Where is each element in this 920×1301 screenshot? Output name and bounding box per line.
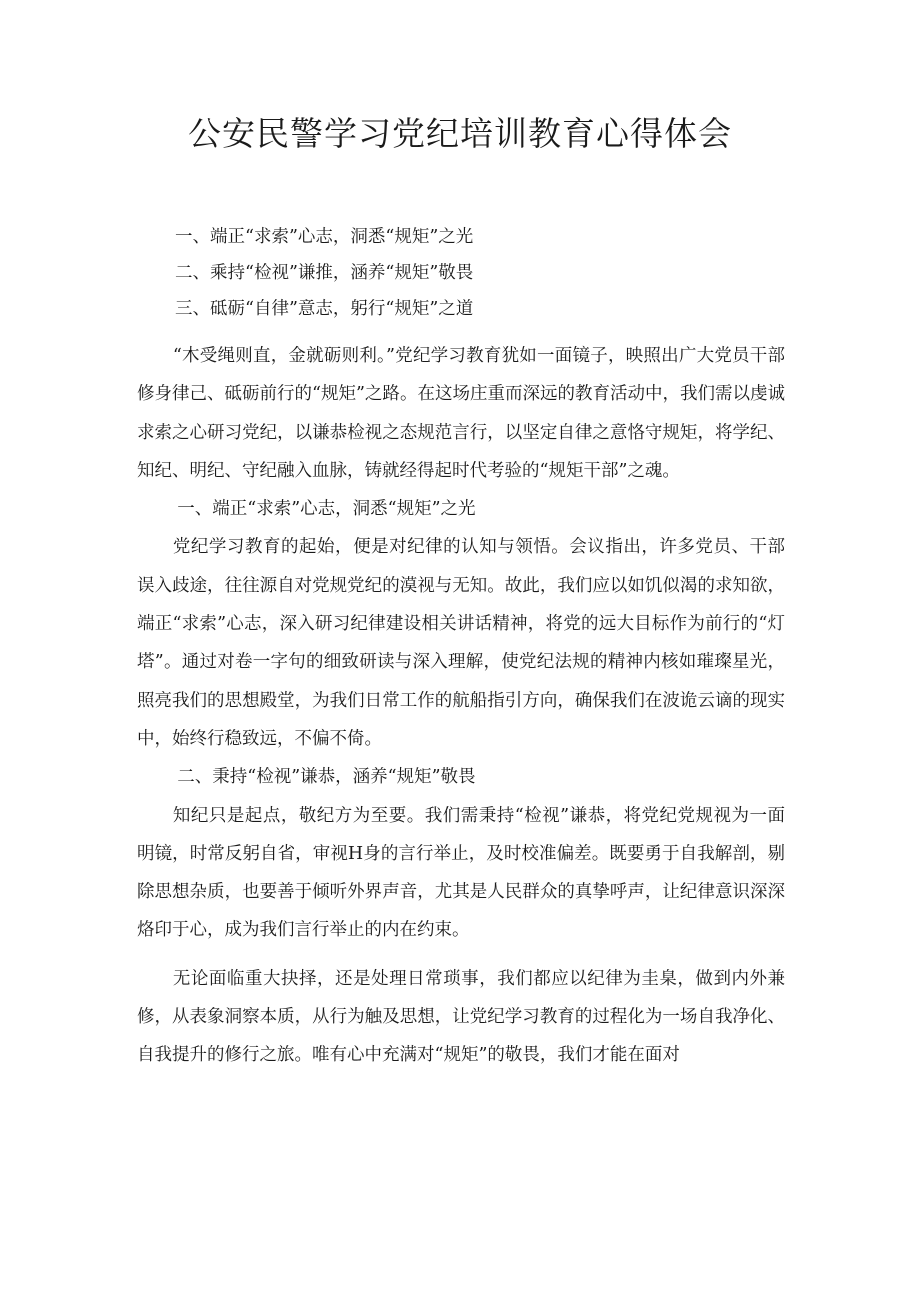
outline-item-1: 一、端正“求索”心志，洞悉“规矩”之光 bbox=[175, 227, 474, 247]
section-1-paragraph: 党纪学习教育的起始，便是对纪律的认知与领悟。会议指出，许多党员、干部误入歧途，往往源自对党规党纪的漠视与无知。故此，我们应以如饥似渴的求知欲，端正“求索”心志，深入研习纪律建设相关讲话精神，将党的远大目标作为前行的“灯塔”。通过对卷一字句的细致研读与深入理解，使党纪法规的精神内核如璀璨星光，照亮我们的思想殿堂，为我们日常工作的航船指引方向，确保我们在波诡云谪的现实中，始终行稳致远，不偏不倚。 bbox=[137, 537, 785, 749]
outline-item-2: 二、乘持“检视”谦推，涵养“规矩”敬畏 bbox=[175, 263, 474, 283]
outline-item-3: 三、砥砺“自律”意志，躬行“规矩”之道 bbox=[175, 299, 474, 319]
section-2-heading: 二、秉持“检视”谦恭，涵养“规矩”敬畏 bbox=[177, 767, 476, 788]
section-1-heading: 一、端正“求索”心志，洞悉“规矩”之光 bbox=[177, 499, 476, 520]
document-title: 公安民警学习党纪培训教育心得体会 bbox=[188, 114, 732, 153]
intro-paragraph: “木受绳则直，金就砺则利。”党纪学习教育犹如一面镜子，映照出广大党员干部修身律己、砥砺前行的“规矩”之路。在这场庄重而深远的教育活动中，我们需以虔诚求索之心研习党纪，以谦恭检视之态规范言行，以坚定自律之意恪守规矩，将学纪、知纪、明纪、守纪融入血脉，铸就经得起时代考验的“规矩干部”之魂。 bbox=[137, 346, 785, 481]
outline-list bbox=[175, 224, 473, 332]
document-body bbox=[137, 337, 785, 1075]
section-2-paragraph-2: 无论面临重大抉择，还是处理日常琐事，我们都应以纪律为圭臬，做到内外兼修，从表象洞察本质，从行为触及思想，让党纪学习教育的过程化为一场自我净化、自我提升的修行之旅。唯有心中充满对“规矩”的敬畏，我们才能在面对 bbox=[137, 968, 785, 1066]
section-2-paragraph: 知纪只是起点，敬纪方为至要。我们需秉持“检视”谦恭，将党纪党规视为一面明镜，时常反躬自省，审视H身的言行举止，及时校准偏差。既要勇于自我解剖，剔除思想杂质，也要善于倾听外界声音，尤其是人民群众的真挚呼声，让纪律意识深深烙印于心，成为我们言行举止的内在约束。 bbox=[137, 805, 785, 941]
